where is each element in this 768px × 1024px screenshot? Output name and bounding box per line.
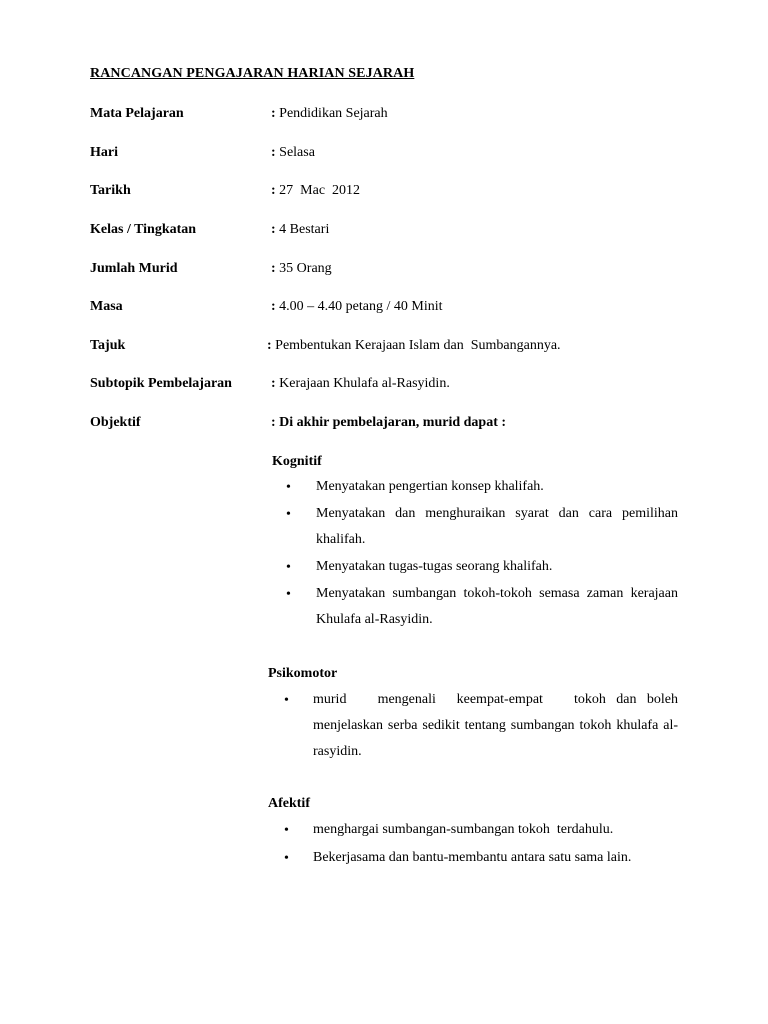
section-title-psikomotor: Psikomotor [268,666,338,681]
section-title-afektif: Afektif [268,796,310,811]
colon: : [271,106,276,121]
field-value-mata-pelajaran [271,106,388,122]
field-value-masa [271,299,443,315]
list-item-text: Menyatakan tugas-tugas seorang khalifah. [316,559,553,574]
field-label-objektif: Objektif [90,415,141,430]
field-value-text: 35 Orang [279,261,332,276]
bullet-icon: • [284,851,289,866]
field-value-text: 4.00 – 4.40 petang / 40 Minit [279,299,443,314]
field-value-text: Selasa [279,145,315,160]
field-value-text: Di akhir pembelajaran, murid dapat : [279,415,507,430]
field-value-text: Pembentukan Kerajaan Islam dan Sumbangannya. [275,338,561,353]
list-item-text: Menyatakan sumbangan tokoh-tokoh semasa zaman kerajaan Khulafa al-Rasyidin. [316,586,678,627]
colon: : [271,183,276,198]
field-value-hari [271,145,315,161]
field-value-tarikh [271,183,360,199]
colon: : [267,338,272,353]
list-item-text: Menyatakan pengertian konsep khalifah. [316,479,544,494]
field-value-text: Kerajaan Khulafa al-Rasyidin. [279,376,450,391]
field-label-hari: Hari [90,145,118,160]
field-label-masa: Masa [90,299,123,314]
list-item-text: Bekerjasama dan bantu-membantu antara satu sama lain. [313,850,632,865]
field-value-objektif [271,415,506,431]
bullet-icon: • [284,693,289,708]
bullet-icon: • [286,480,291,495]
colon: : [271,222,276,237]
field-value-tajuk [267,338,561,354]
colon: : [271,261,276,276]
field-value-kelas-tingkatan [271,222,329,238]
field-label-tajuk: Tajuk [90,338,126,353]
field-label-kelas-tingkatan: Kelas / Tingkatan [90,222,197,237]
bullet-icon: • [286,587,291,602]
list-item-text: murid mengenali keempat-empat tokoh dan boleh menjelaskan serba sedikit tentang sumbangan tokoh khulafa al-rasyidin. [313,692,682,759]
field-label-mata-pelajaran: Mata Pelajaran [90,106,184,121]
colon: : [271,415,276,430]
field-value-text: Pendidikan Sejarah [279,106,388,121]
colon: : [271,376,276,391]
list-item-text: Menyatakan dan menghuraikan syarat dan cara pemilihan khalifah. [316,506,678,547]
field-value-subtopik [271,376,450,392]
colon: : [271,299,276,314]
field-label-subtopik: Subtopik Pembelajaran [90,376,232,391]
document-title: RANCANGAN PENGAJARAN HARIAN SEJARAH [90,66,415,81]
bullet-icon: • [286,507,291,522]
field-value-text: 4 Bestari [279,222,330,237]
bullet-icon: • [286,560,291,575]
colon: : [271,145,276,160]
section-title-kognitif: Kognitif [272,454,322,469]
field-value-text: 27 Mac 2012 [279,183,361,198]
list-item-text: menghargai sumbangan-sumbangan tokoh terdahulu. [313,822,614,837]
field-label-jumlah-murid: Jumlah Murid [90,261,178,276]
field-value-jumlah-murid [271,261,332,277]
bullet-icon: • [284,823,289,838]
field-label-tarikh: Tarikh [90,183,131,198]
